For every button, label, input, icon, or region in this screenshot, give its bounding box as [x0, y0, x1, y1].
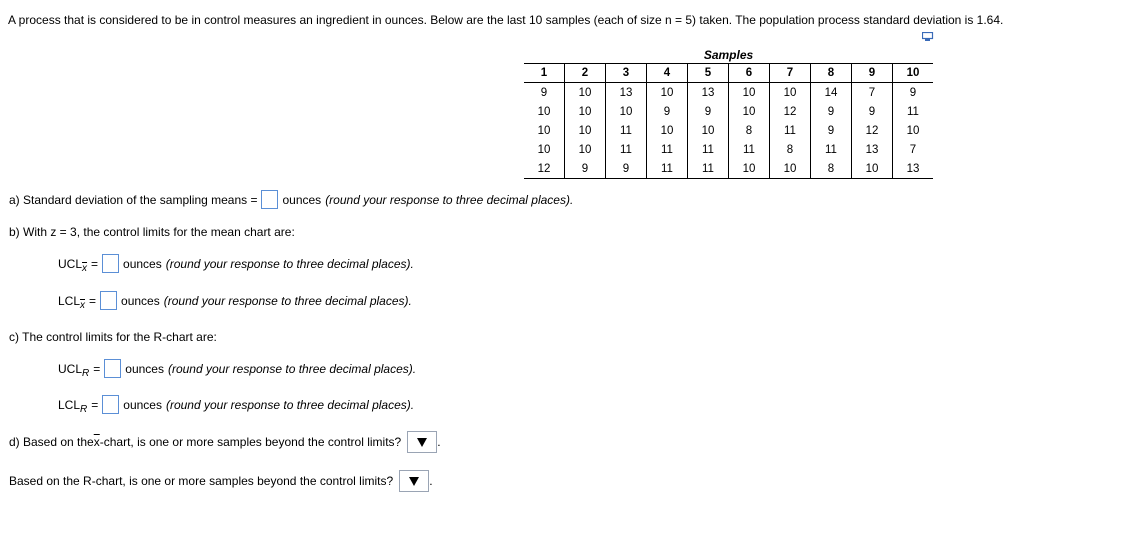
x-bar-symbol: $\overline{x}$ — [93, 435, 100, 449]
table-cell: 14 — [811, 83, 852, 103]
table-cell: 11 — [606, 140, 647, 159]
question-d-suffix: -chart, is one or more samples beyond the control limits? — [99, 435, 402, 449]
question-b-label: b) With z = 3, the control limits for the mean chart are: — [9, 225, 295, 239]
sample-header: 6 — [729, 64, 770, 83]
table-cell: 10 — [729, 102, 770, 121]
r-subscript: R — [80, 404, 88, 415]
table-cell: 11 — [770, 121, 811, 140]
lcl-r-row — [58, 395, 414, 414]
table-cell: 11 — [893, 102, 934, 121]
unit-label: ounces — [121, 293, 160, 308]
table-cell: 9 — [606, 159, 647, 179]
table-cell: 10 — [729, 159, 770, 179]
sample-header: 2 — [565, 64, 606, 83]
period: . — [429, 474, 433, 488]
equals-sign: = — [89, 293, 97, 308]
question-d-prefix: d) Based on the — [9, 435, 94, 449]
table-cell: 12 — [770, 102, 811, 121]
question-d-r — [9, 470, 433, 492]
table-cell: 10 — [647, 121, 688, 140]
table-caption: Samples — [703, 47, 754, 62]
table-cell: 10 — [688, 121, 729, 140]
rounding-note: (round your response to three decimal places). — [163, 293, 412, 308]
ucl-x-row — [58, 254, 414, 273]
equals-sign: = — [91, 397, 99, 412]
equals-sign: = — [91, 256, 99, 271]
table-cell: 8 — [729, 121, 770, 140]
lcl-label: LCL — [58, 293, 81, 308]
unit-label: ounces — [282, 192, 322, 207]
rounding-note: (round your response to three decimal places). — [165, 256, 414, 271]
table-cell: 10 — [852, 159, 893, 179]
table-cell: 11 — [647, 159, 688, 179]
table-cell: 9 — [647, 102, 688, 121]
samples-table — [524, 46, 933, 179]
r-beyond-limits-dropdown[interactable] — [399, 470, 429, 492]
sample-header: 8 — [811, 64, 852, 83]
table-cell: 10 — [647, 83, 688, 103]
table-cell: 12 — [852, 121, 893, 140]
question-d-r-label: Based on the R-chart, is one or more samples beyond the control limits? — [9, 474, 394, 488]
sample-header: 7 — [770, 64, 811, 83]
table-cell: 10 — [565, 140, 606, 159]
table-cell: 13 — [893, 159, 934, 179]
rounding-note: (round your response to three decimal places). — [325, 192, 574, 207]
sample-header: 3 — [606, 64, 647, 83]
sd-sampling-means-input[interactable] — [261, 190, 278, 209]
unit-label: ounces — [123, 256, 162, 271]
table-cell: 10 — [537, 143, 551, 156]
table-cell: 13 — [852, 140, 893, 159]
table-cell: 10 — [606, 102, 647, 121]
table-cell: 13 — [688, 83, 729, 103]
table-cell: 9 — [565, 159, 606, 179]
ucl-label: UCL — [58, 361, 83, 376]
table-row — [524, 159, 933, 179]
table-cell: 11 — [729, 140, 770, 159]
ucl-x-input[interactable] — [102, 254, 119, 273]
r-subscript: R — [82, 368, 90, 379]
unit-label: ounces — [125, 361, 164, 376]
table-cell: 11 — [688, 140, 729, 159]
rounding-note: (round your response to three decimal places). — [167, 361, 417, 376]
lcl-label: LCL — [58, 397, 81, 412]
table-row — [524, 83, 933, 103]
xbar-beyond-limits-dropdown[interactable] — [407, 431, 437, 453]
sample-header: 9 — [852, 64, 893, 83]
table-cell: 12 — [524, 159, 565, 179]
question-a — [9, 190, 573, 209]
table-cell: 10 — [537, 124, 551, 137]
copy-icon[interactable] — [922, 32, 934, 42]
ucl-r-input[interactable] — [104, 359, 121, 378]
lcl-x-row — [58, 291, 412, 310]
table-cell: 9 — [852, 102, 893, 121]
table-row — [524, 102, 933, 121]
table-cell: 11 — [688, 159, 729, 179]
rounding-note: (round your response to three decimal places). — [165, 397, 415, 412]
dropdown-arrow-icon — [409, 477, 419, 486]
question-d-xbar — [9, 431, 441, 453]
x-bar-subscript: $\overline{x}$ — [82, 263, 88, 274]
table-cell: 9 — [811, 102, 852, 121]
table-cell: 10 — [565, 102, 606, 121]
table-cell: 11 — [647, 140, 688, 159]
sample-header: 10 — [893, 64, 934, 83]
x-bar-subscript: $\overline{x}$ — [80, 300, 86, 311]
table-cell: 7 — [893, 140, 934, 159]
lcl-x-input[interactable] — [100, 291, 117, 310]
table-cell: 11 — [811, 140, 852, 159]
table-row — [524, 121, 933, 140]
table-cell: 10 — [565, 83, 606, 103]
ucl-r-row — [58, 359, 416, 378]
sample-header: 1 — [524, 64, 565, 83]
sample-header: 5 — [688, 64, 729, 83]
question-a-label: a) Standard deviation of the sampling means = — [9, 192, 258, 207]
dropdown-arrow-icon — [417, 438, 427, 447]
table-cell: 8 — [811, 159, 852, 179]
table-cell: 10 — [893, 121, 934, 140]
sample-header: 4 — [647, 64, 688, 83]
unit-label: ounces — [123, 397, 162, 412]
table-cell: 10 — [729, 83, 770, 103]
equals-sign: = — [93, 361, 101, 376]
table-cell: 10 — [537, 105, 551, 118]
table-row — [524, 140, 933, 159]
lcl-r-input[interactable] — [102, 395, 119, 414]
problem-intro: A process that is considered to be in control measures an ingredient in ounces. Below are the last 10 samples (each of size n = 5) taken. The population process standard deviation is 1.64. — [8, 13, 1004, 27]
table-cell: 9 — [811, 121, 852, 140]
period: . — [437, 435, 441, 449]
table-cell: 13 — [606, 83, 647, 103]
table-cell: 10 — [565, 121, 606, 140]
table-cell: 11 — [606, 121, 647, 140]
table-cell: 9 — [540, 86, 548, 99]
table-cell: 10 — [770, 159, 811, 179]
table-cell: 7 — [852, 83, 893, 103]
table-cell: 9 — [893, 83, 934, 103]
table-cell: 10 — [770, 83, 811, 103]
table-cell: 9 — [688, 102, 729, 121]
ucl-label: UCL — [58, 256, 83, 271]
question-c-label: c) The control limits for the R-chart are: — [9, 330, 217, 344]
table-cell: 8 — [770, 140, 811, 159]
